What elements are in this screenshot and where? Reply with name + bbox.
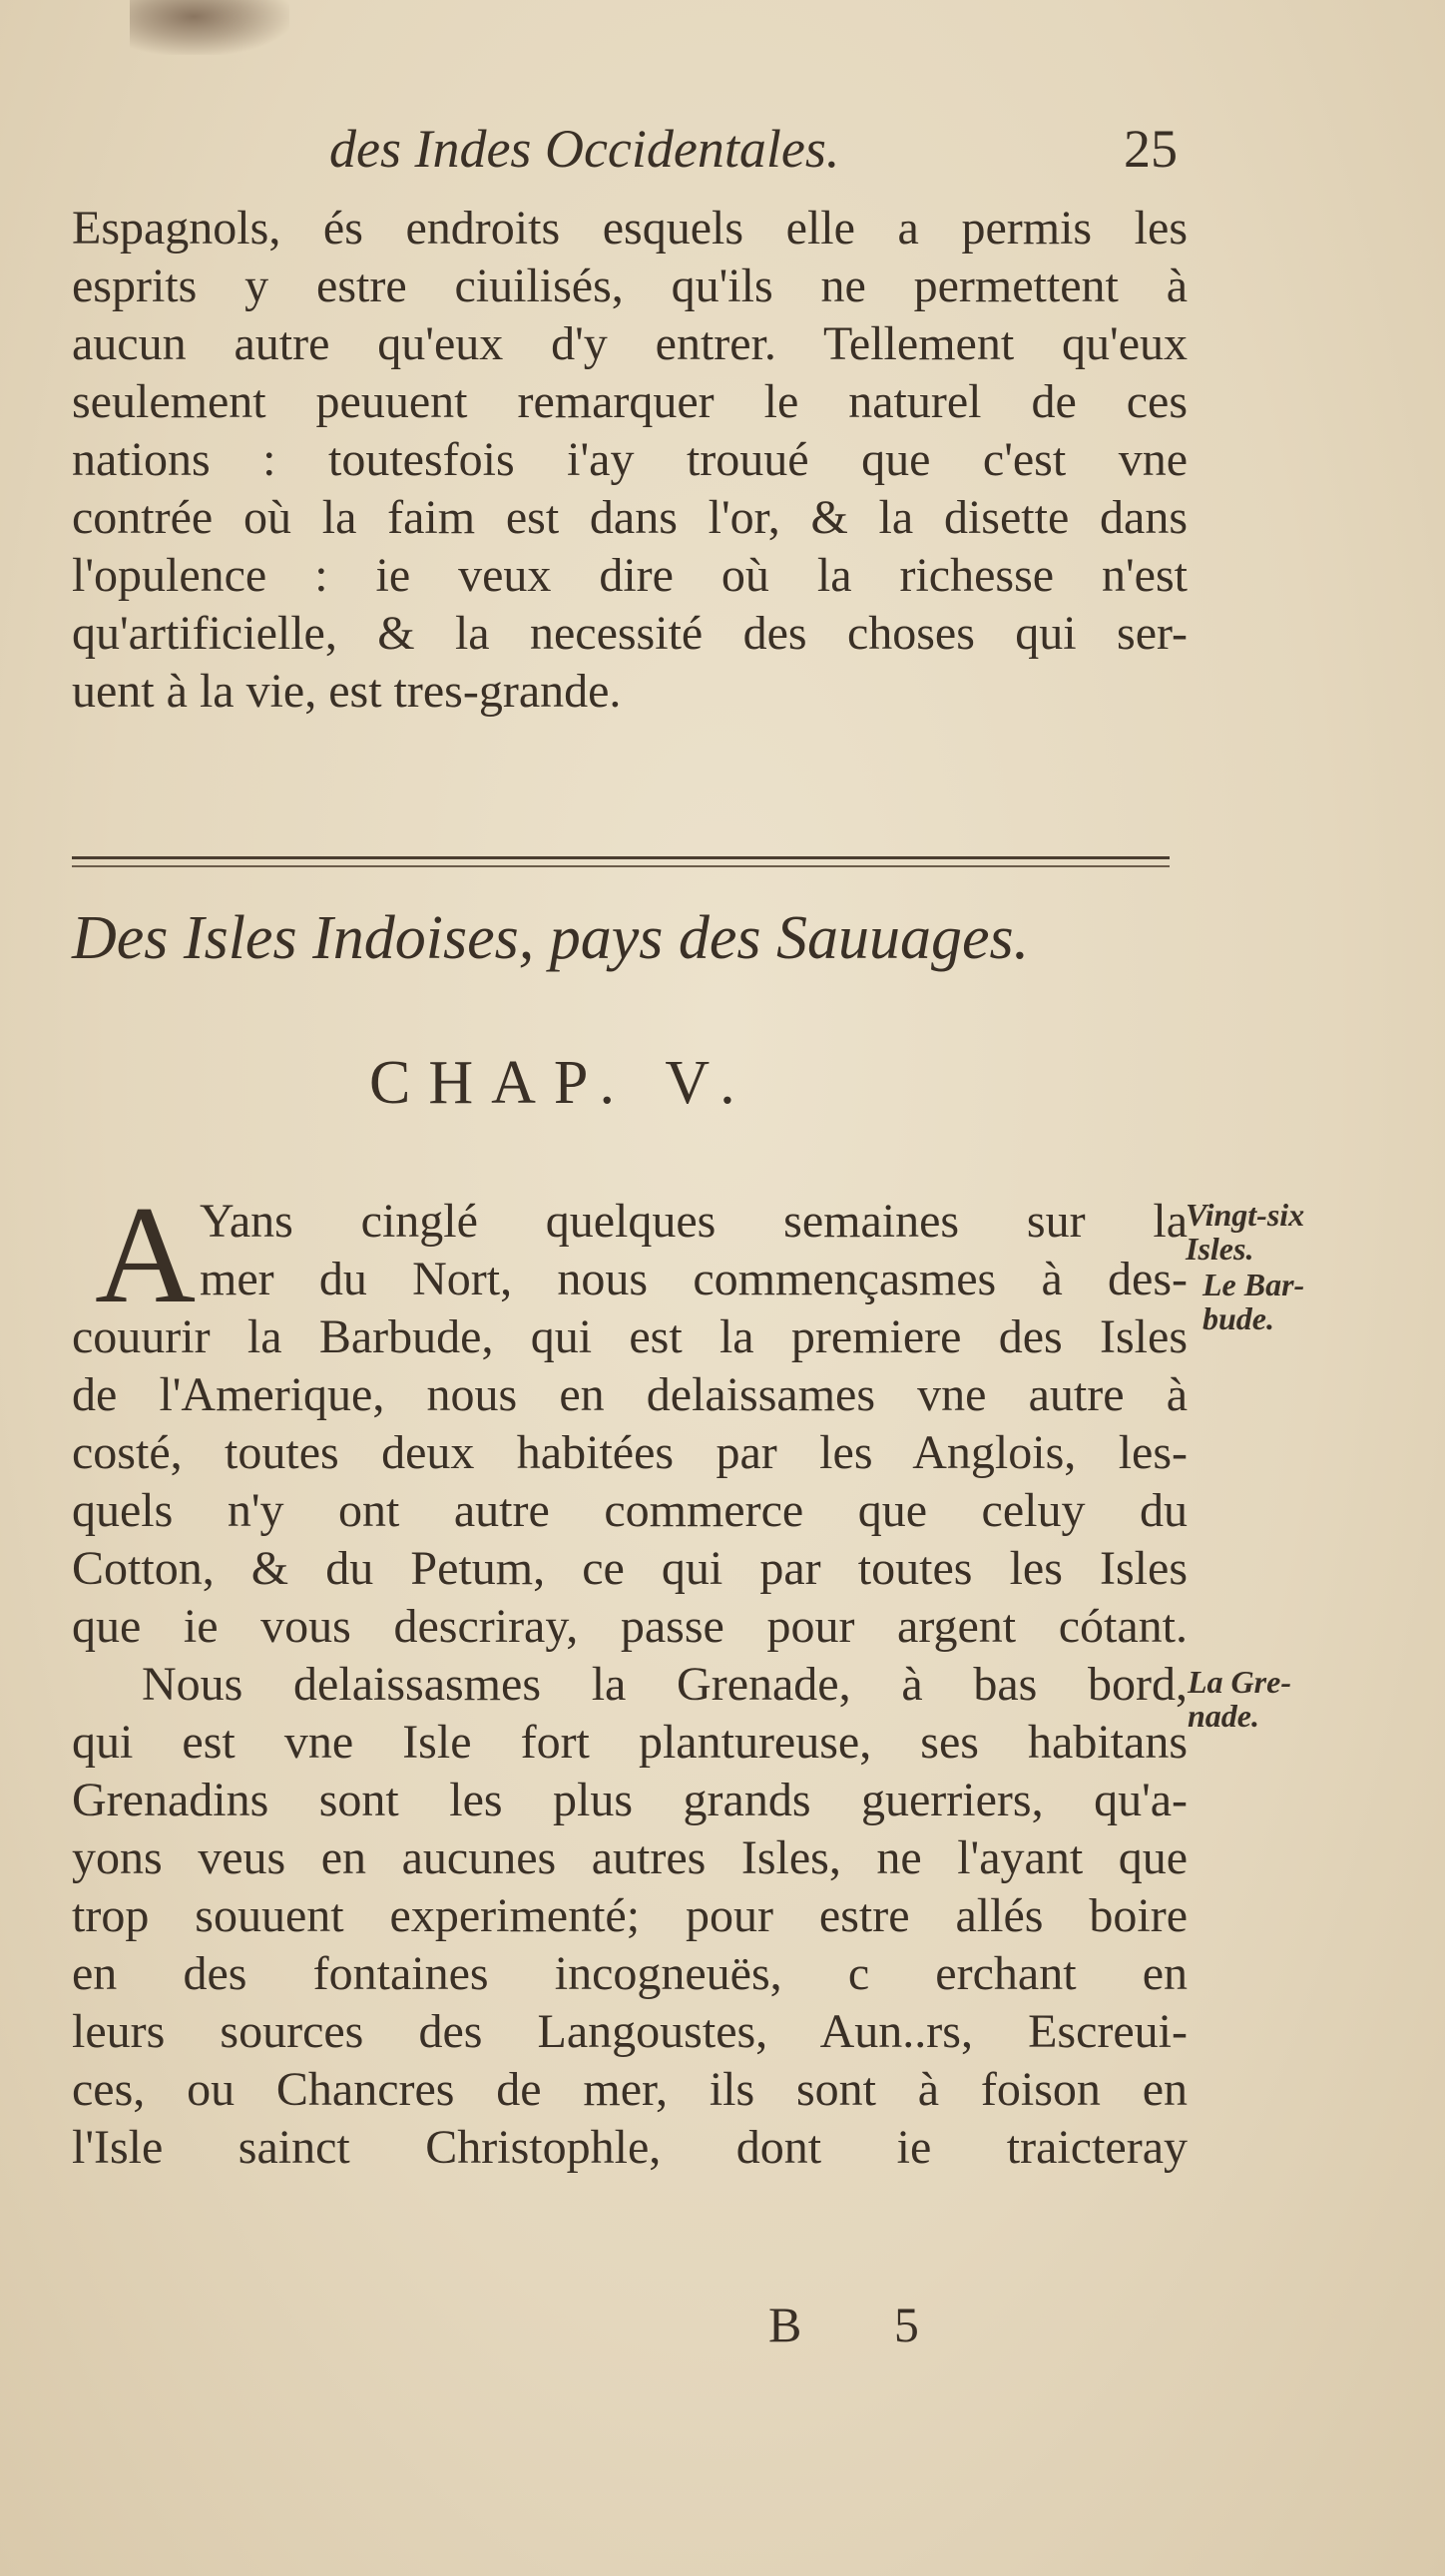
chapter-title: Des Isles Indoises, pays des Sauuages.	[72, 904, 1030, 972]
paragraph-3	[72, 1656, 1188, 2177]
margin-note-vingt-six	[1186, 1198, 1304, 1266]
text-line: uent à la vie, est tres-grande.	[72, 665, 622, 718]
paragraph-1	[72, 200, 1188, 721]
text-line: nations : toutesfois i'ay trouué que c'est vne	[72, 433, 1188, 486]
text-line: leurs sources des Langoustes, Aun..rs, Escreui-	[72, 2005, 1188, 2058]
text-line: de l'Amerique, nous en delaissames vne autre à	[72, 1368, 1188, 1421]
text-line: Yans cinglé quelques semaines sur la	[200, 1195, 1188, 1248]
margin-note-line: Isles.	[1186, 1231, 1254, 1267]
text-line: quels n'y ont autre commerce que celuy du	[72, 1484, 1188, 1537]
margin-note-grenade	[1188, 1665, 1291, 1733]
text-line: en des fontaines incogneuës, c erchant en	[72, 1947, 1188, 2000]
text-line: esprits y estre ciuilisés, qu'ils ne permettent à	[72, 259, 1188, 312]
text-line: Cotton, & du Petum, ce qui par toutes les Isles	[72, 1542, 1188, 1595]
text-line: Grenadins sont les plus grands guerriers, qu'a-	[72, 1774, 1188, 1826]
section-divider	[72, 856, 1170, 867]
margin-note-line: Le Bar-	[1203, 1267, 1305, 1302]
text-line: mer du Nort, nous commençasmes à des-	[200, 1253, 1188, 1305]
margin-note-line: Vingt-six	[1186, 1197, 1305, 1233]
text-line: costé, toutes deux habitées par les Anglois, les-	[72, 1426, 1188, 1479]
text-line: qui est vne Isle fort plantureuse, ses habitans	[72, 1716, 1188, 1769]
text-line: ces, ou Chancres de mer, ils sont à foison en	[72, 2063, 1188, 2116]
margin-note-line: bude.	[1203, 1300, 1274, 1336]
text-line: trop souuent experimenté; pour estre allés boire	[72, 1889, 1188, 1942]
margin-note-barbude	[1203, 1268, 1304, 1335]
margin-note-line: La Gre-	[1188, 1664, 1291, 1700]
text-line: que ie vous descriray, passe pour argent cótant.	[72, 1600, 1188, 1653]
paragraph-2-indented	[200, 1193, 1188, 1308]
margin-note-line: nade.	[1188, 1698, 1259, 1734]
text-line: seulement peuuent remarquer le naturel de ces	[72, 375, 1188, 428]
text-line: couurir la Barbude, qui est la premiere des Isles	[72, 1310, 1188, 1363]
paragraph-2	[72, 1308, 1188, 1656]
chapter-number: CHAP. V.	[369, 1049, 753, 1117]
page-number: 25	[1124, 119, 1178, 179]
running-title: des Indes Occidentales.	[329, 119, 840, 179]
running-header	[329, 118, 1178, 198]
drop-cap: A	[95, 1178, 197, 1332]
text-line: Nous delaissasmes la Grenade, à bas bord,	[142, 1658, 1188, 1711]
text-line: aucun autre qu'eux d'y entrer. Tellement qu'eux	[72, 317, 1188, 370]
text-line: contrée où la faim est dans l'or, & la disette dans	[72, 491, 1188, 544]
signature-mark: B 5	[768, 2297, 959, 2352]
text-line: Espagnols, és endroits esquels elle a permis les	[72, 202, 1188, 255]
text-line: qu'artificielle, & la necessité des choses qui ser-	[72, 607, 1188, 660]
text-line: yons veus en aucunes autres Isles, ne l'ayant que	[72, 1831, 1188, 1884]
text-line: l'opulence : ie veux dire où la richesse n'est	[72, 549, 1188, 602]
ink-stain	[130, 0, 289, 55]
text-line: l'Isle sainct Christophle, dont ie traicteray	[72, 2121, 1188, 2174]
